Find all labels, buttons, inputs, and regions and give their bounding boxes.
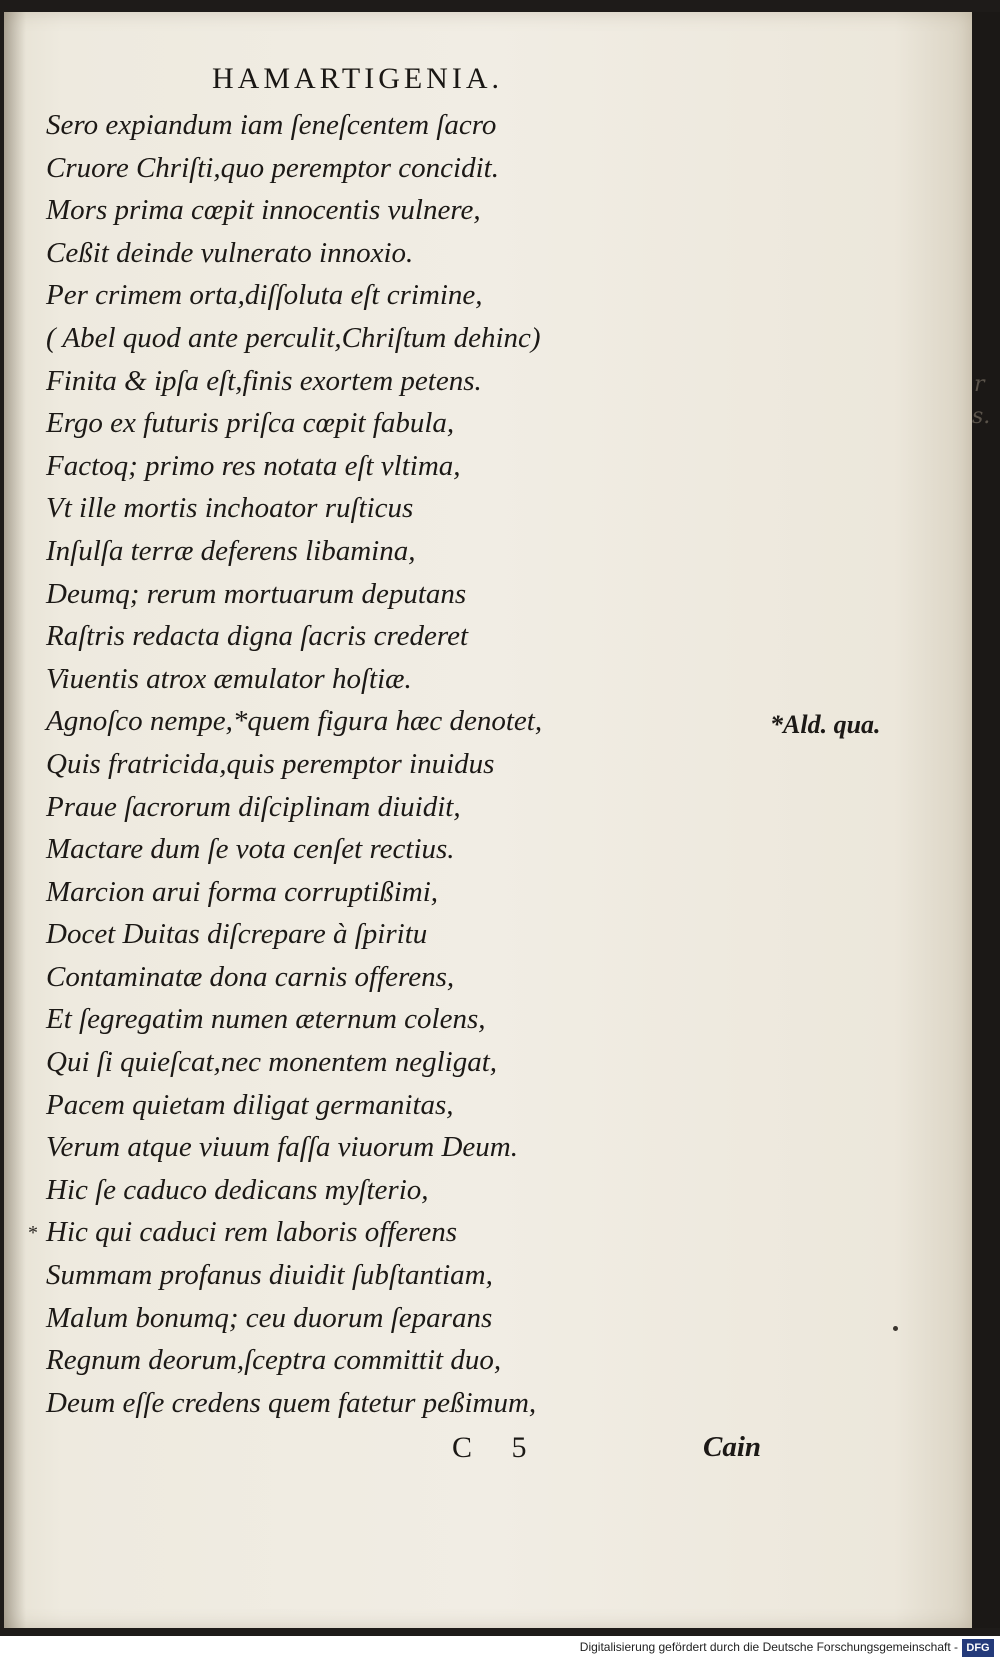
signature-mark: C 5: [452, 1431, 543, 1464]
facing-page-edge: [972, 12, 1000, 1628]
verse-line: Per crimem orta,diſſoluta eſt crimine,: [46, 279, 483, 312]
verse-line: Docet Duitas diſcrepare à ſpiritu: [46, 918, 428, 951]
dfg-logo-icon: DFG: [962, 1639, 994, 1657]
verse-line: Sero expiandum iam ſeneſcentem ſacro: [46, 109, 497, 141]
verse-line: Pacem quietam diligat germanitas,: [46, 1088, 454, 1121]
catchword: Cain: [703, 1431, 762, 1463]
verse-line: Ergo ex futuris priſca cœpit fabula,: [46, 407, 455, 440]
verse-line: Agnoſco nempe,*quem figura hæc denotet,: [46, 705, 543, 738]
facing-page-fragment: r: [974, 372, 985, 397]
verse-line: Factoq; primo res notata eſt vltima,: [46, 449, 461, 482]
verse-line: Deum eſſe credens quem fatetur peßimum,: [46, 1386, 537, 1419]
verse-line: Deumq; rerum mortuarum deputans: [46, 577, 467, 610]
footer-credit: Digitalisierung gefördert durch die Deutsche Forschungsgemeinschaft -: [579, 1640, 958, 1654]
verse-line: Verum atque viuum faſſa viuorum Deum.: [46, 1131, 518, 1164]
running-head: HAMARTIGENIA.: [212, 62, 504, 95]
verse-line: Quis fratricida,quis peremptor inuidus: [46, 747, 495, 780]
verse-line: Regnum deorum,ſceptra committit duo,: [46, 1344, 502, 1377]
verse-line: Summam profanus diuidit ſubſtantiam,: [46, 1259, 493, 1292]
verse-line: Vt ille mortis inchoator ruſticus: [46, 492, 414, 525]
verse-line: Finita & ipſa eſt,finis exortem petens.: [46, 364, 482, 397]
verse-line: Hic qui caduci rem laboris offerens: [46, 1216, 458, 1249]
facing-page-fragment-2: s.: [972, 404, 991, 429]
spine-shadow: [4, 12, 26, 1628]
verse-line: Contaminatæ dona carnis offerens,: [46, 960, 455, 993]
verse-line: Marcion arui forma corruptißimi,: [46, 875, 439, 908]
verse-line: Et ſegregatim numen æternum colens,: [46, 1003, 486, 1036]
verse-line: Mactare dum ſe vota cenſet rectius.: [46, 833, 455, 866]
verse-line: Cruore Chriſti,quo peremptor concidit.: [46, 151, 499, 184]
verse-line: Viuentis atrox æmulator hoſtiæ.: [46, 662, 412, 695]
digitization-footer: [0, 1636, 1000, 1662]
verse-line: Malum bonumq; ceu duorum ſeparans: [46, 1301, 493, 1334]
verse-line: Praue ſacrorum diſciplinam diuidit,: [46, 790, 461, 823]
verse-line: Raſtris redacta digna ſacris crederet: [46, 620, 469, 653]
verse-line: Mors prima cœpit innocentis vulnere,: [46, 194, 481, 227]
ink-speck: [893, 1326, 898, 1331]
verse-line: Hic ſe caduco dedicans myſterio,: [46, 1173, 429, 1206]
verse-line: Inſulſa terræ deferens libamina,: [46, 534, 416, 567]
verse-line: Qui ſi quieſcat,nec monentem negligat,: [46, 1046, 498, 1079]
verse-line: ( Abel quod ante perculit,Chriſtum dehinc): [46, 321, 541, 354]
line-marker: *: [28, 1222, 38, 1244]
verse-line: Ceßit deinde vulnerato innoxio.: [46, 236, 414, 269]
marginal-note: *Ald. qua.: [770, 710, 881, 739]
verse-block: [46, 104, 766, 1424]
